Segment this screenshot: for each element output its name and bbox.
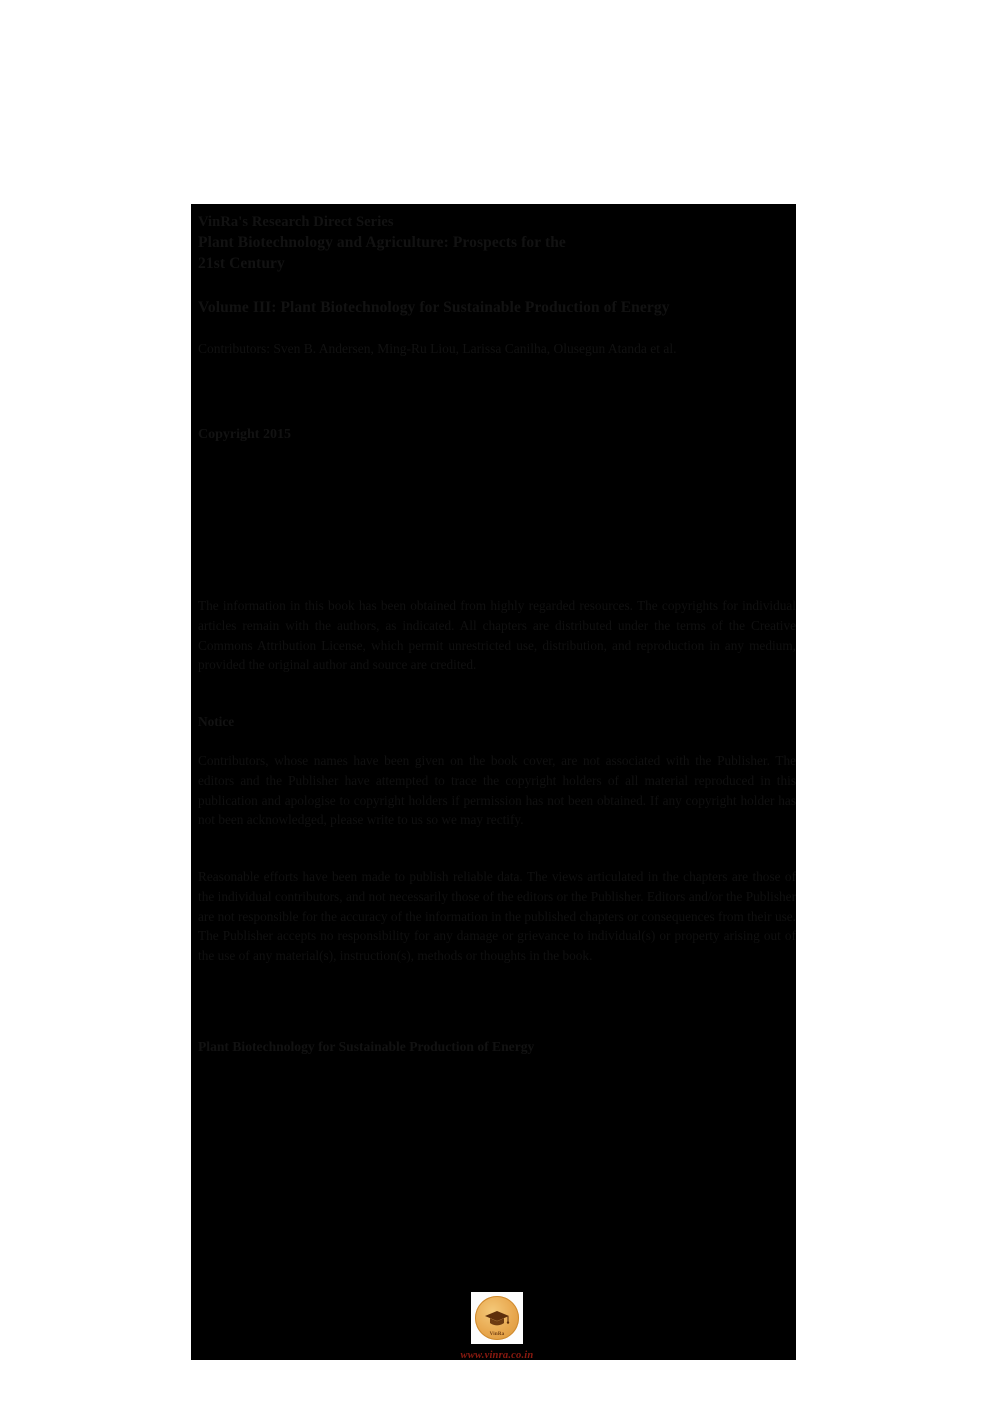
book-title-line-2: 21st Century [198,255,285,272]
contributors-line: Contributors: Sven B. Andersen, Ming-Ru Liou, Larissa Canilha, Olusegun Atanda et al. [198,341,677,356]
notice-heading: Notice [198,714,235,729]
series-label: VinRa's Research Direct Series [198,214,394,230]
information-paragraph: The information in this book has been obtained from highly regarded resources. The copyrights for individual articles remain with the authors, as indicated. All chapters are distributed under the terms of the Creative Commons Attribution License, which permit unrestricted use, distribution, and reproduction in any medium, provided the original author and source are credited. [198,598,796,673]
publisher-website-url[interactable]: www.vinra.co.in [460,1350,534,1360]
book-title-line-1: Plant Biotechnology and Agriculture: Prospects for the [198,234,566,251]
notice-paragraph-1: Contributors, whose names have been given on the book cover, are not associated with the Publisher. The editors and the Publisher have attempted to trace the copyright holders of all material reproduced in this publication and apologise to copyright holders if permission has not been obtained. If any copyright holder has not been acknowledged, please write to us so we may rectify. [198,753,796,828]
publisher-logo [471,1292,523,1344]
book-copyright-page [191,204,796,1360]
publisher-logo-text: VinRa [489,1332,505,1337]
page-content [198,204,796,1360]
copyright-notice: Copyright 2015 [198,427,291,442]
graduation-cap-icon [475,1296,519,1340]
notice-paragraph-2: Reasonable efforts have been made to publish reliable data. The views articulated in the chapters are those of the individual contributors, and not necessarily those of the editors or the Publisher. Editors and/or the Publisher are not responsible for the accuracy of the information in the published chapters or consequences from their use. The Publisher accepts no responsibility for any damage or grievance to individual(s) or property arising out of the use of any material(s), instruction(s), methods or thoughts in the book. [198,869,796,964]
footer-book-title: Plant Biotechnology for Sustainable Production of Energy [198,1039,535,1054]
volume-title: Volume III: Plant Biotechnology for Sustainable Production of Energy [198,299,670,316]
